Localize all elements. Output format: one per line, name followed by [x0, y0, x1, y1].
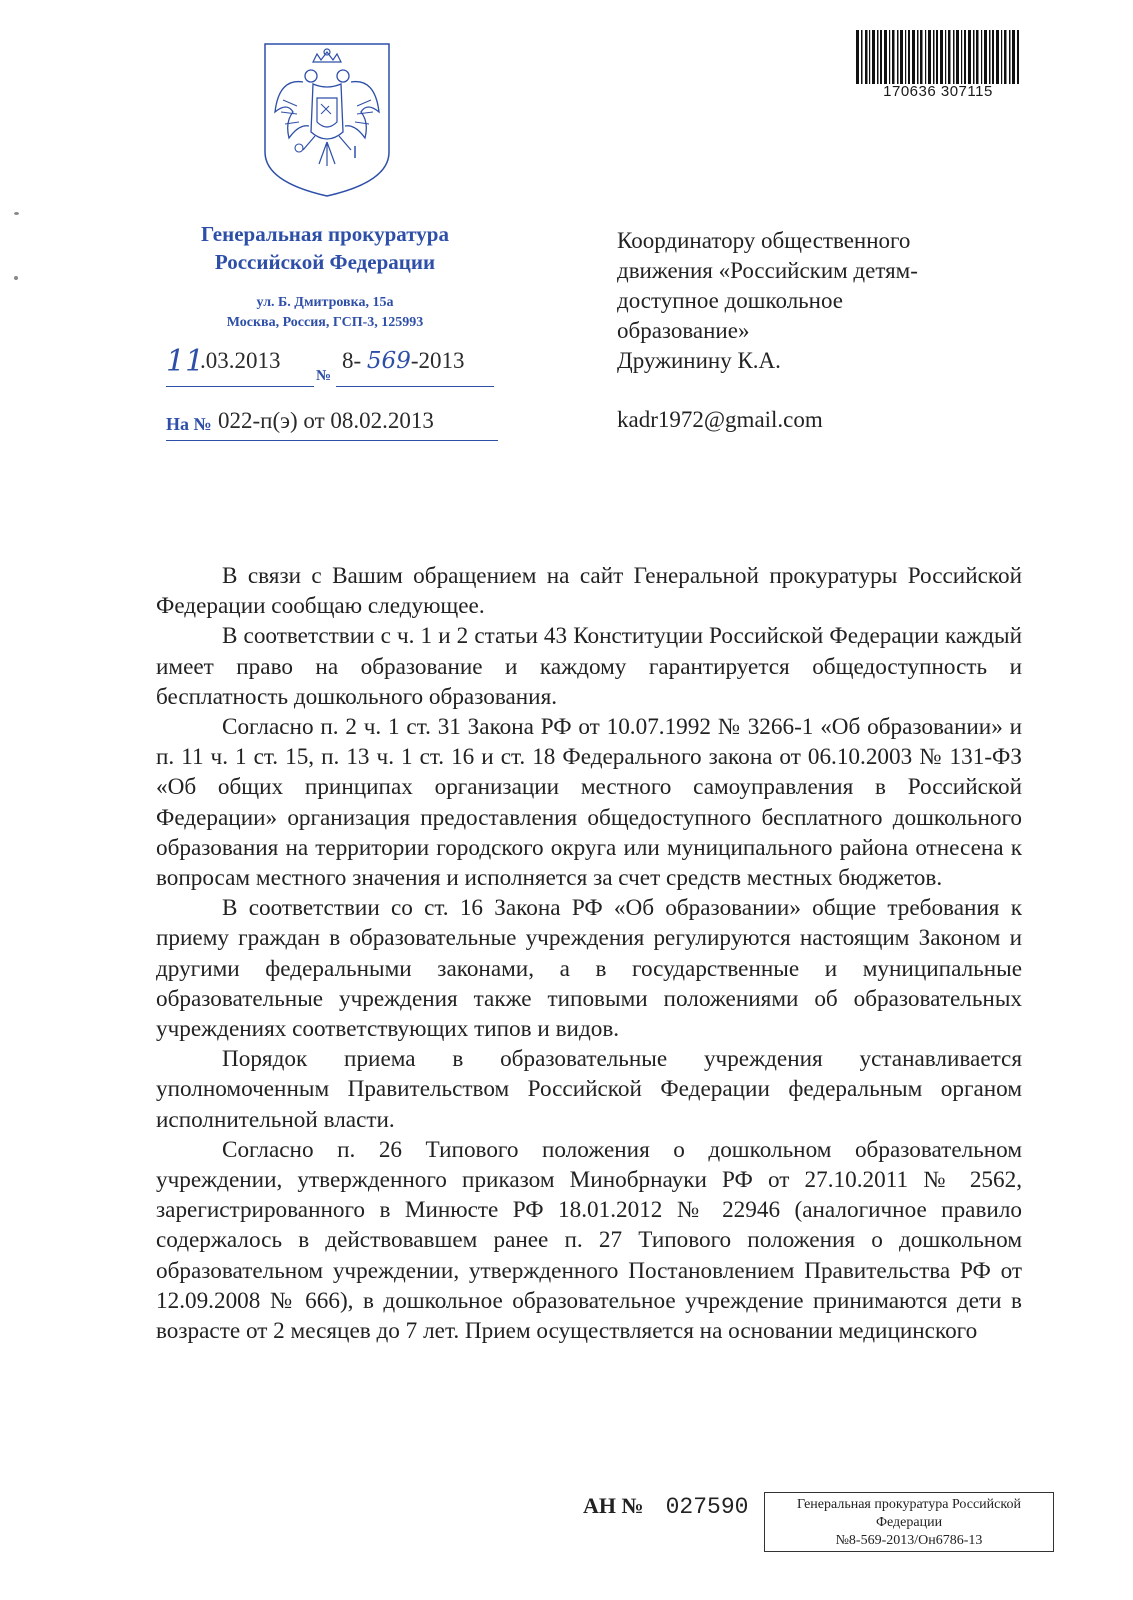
body-paragraph: Согласно п. 26 Типового положения о дошкольном образовательном учреждении, утвержденного приказом Минобрнауки РФ от 27.10.2011 № 2562, зарегистрированного в Минюсте РФ 18.01.2012 № 22946 (аналогичное правило содержалось в действовавшем ранее п. 27 Типового положения о дошкольном образовательном учреждении, утвержденного Постановлением Правительства РФ от 12.09.2008 № 666), в дошкольное образовательное учреждение принимаются дети в возрасте от 2 месяцев до 7 лет. Прием осуществляется на основании медицинского — [156, 1136, 1022, 1345]
recipient-line: Координатору общественного — [617, 228, 911, 253]
body-paragraph: Согласно п. 2 ч. 1 ст. 31 Закона РФ от 10.07.1992 № 3266-1 «Об образовании» и п. 11 ч. 1 ст. 15, п. 13 ч. 1 ст. 16 и ст. 18 Федерального закона от 06.10.2003 № 131-ФЗ «Об общих принципах организации местного самоуправления в Российской Федерации» организация предоставления общедоступного бесплатного дошкольного образования на территории городского округа или муниципального района отнесена к вопросам местного значения и исполняется за счет средств местных бюджетов. — [156, 714, 1022, 892]
body-paragraph: В соответствии с ч. 1 и 2 статьи 43 Конституции Российской Федерации каждый имеет право на образование и каждому гарантируется общедоступность и бесплатность дошкольного образования. — [156, 623, 1022, 710]
org-name-line2: Российской Федерации — [214, 250, 436, 274]
recipient-block — [617, 226, 1037, 376]
date-underline — [166, 386, 314, 387]
barcode-number: 170636 307115 — [856, 84, 1020, 100]
recipient-line: движения «Российским детям- — [617, 258, 918, 283]
address-line1: ул. Б. Дмитровка, 15а — [256, 295, 394, 310]
stamp-line2: Федерации — [875, 1515, 943, 1530]
recipient-line: доступное дошкольное — [617, 288, 843, 313]
body-paragraph: Порядок приема в образовательные учреждения устанавливается уполномоченным Правительством Российской Федерации федеральным органом исполнительной власти. — [156, 1046, 1022, 1133]
registration-stamp — [764, 1492, 1054, 1552]
sender-address — [160, 293, 490, 333]
letter-body — [156, 561, 1022, 1346]
reference-value: 022-п(э) от 08.02.2013 — [218, 408, 434, 433]
serial-label: АН № — [583, 1493, 644, 1518]
registration-number — [342, 348, 465, 374]
registration-number-label: № — [316, 368, 332, 384]
coat-of-arms-emblem — [263, 42, 391, 198]
barcode — [856, 30, 1020, 100]
number-underline — [336, 386, 494, 387]
recipient-line: образование» — [617, 318, 750, 343]
org-name-line1: Генеральная прокуратура — [201, 222, 449, 246]
recipient-line: Дружинину К.А. — [617, 348, 781, 373]
handwritten-number: 569 — [366, 348, 411, 374]
body-paragraph: В соответствии со ст. 16 Закона РФ «Об образовании» общие требования к приему граждан в образовательные учреждения регулируются настоящим Законом и другими федеральными законами, а в государственные и муниципальные образовательные учреждения также типовыми положениями об образовательных учреждениях соответствующих типов и видов. — [156, 895, 1022, 1043]
stamp-line3: №8-569-2013/Он6786-13 — [835, 1533, 983, 1548]
registration-date: .03.2013 — [200, 348, 281, 373]
number-suffix: -2013 — [410, 348, 465, 373]
stamp-line1: Генеральная прокуратура Российской — [797, 1497, 1021, 1512]
scan-speck — [14, 276, 18, 280]
registration-line — [166, 344, 496, 388]
sender-organization — [160, 220, 490, 276]
reference-line — [166, 408, 498, 441]
number-prefix: 8- — [342, 348, 362, 373]
address-line2: Москва, Россия, ГСП-3, 125993 — [226, 315, 424, 330]
serial-number: 027590 — [665, 1494, 749, 1520]
handwritten-day: 11 — [166, 344, 205, 379]
form-serial — [583, 1493, 748, 1520]
reference-label: На № — [166, 414, 212, 434]
recipient-email: kadr1972@gmail.com — [617, 407, 823, 432]
scan-speck — [14, 212, 19, 215]
body-paragraph: В связи с Вашим обращением на сайт Генеральной прокуратуры Российской Федерации сообщаю следующее. — [156, 563, 1022, 620]
